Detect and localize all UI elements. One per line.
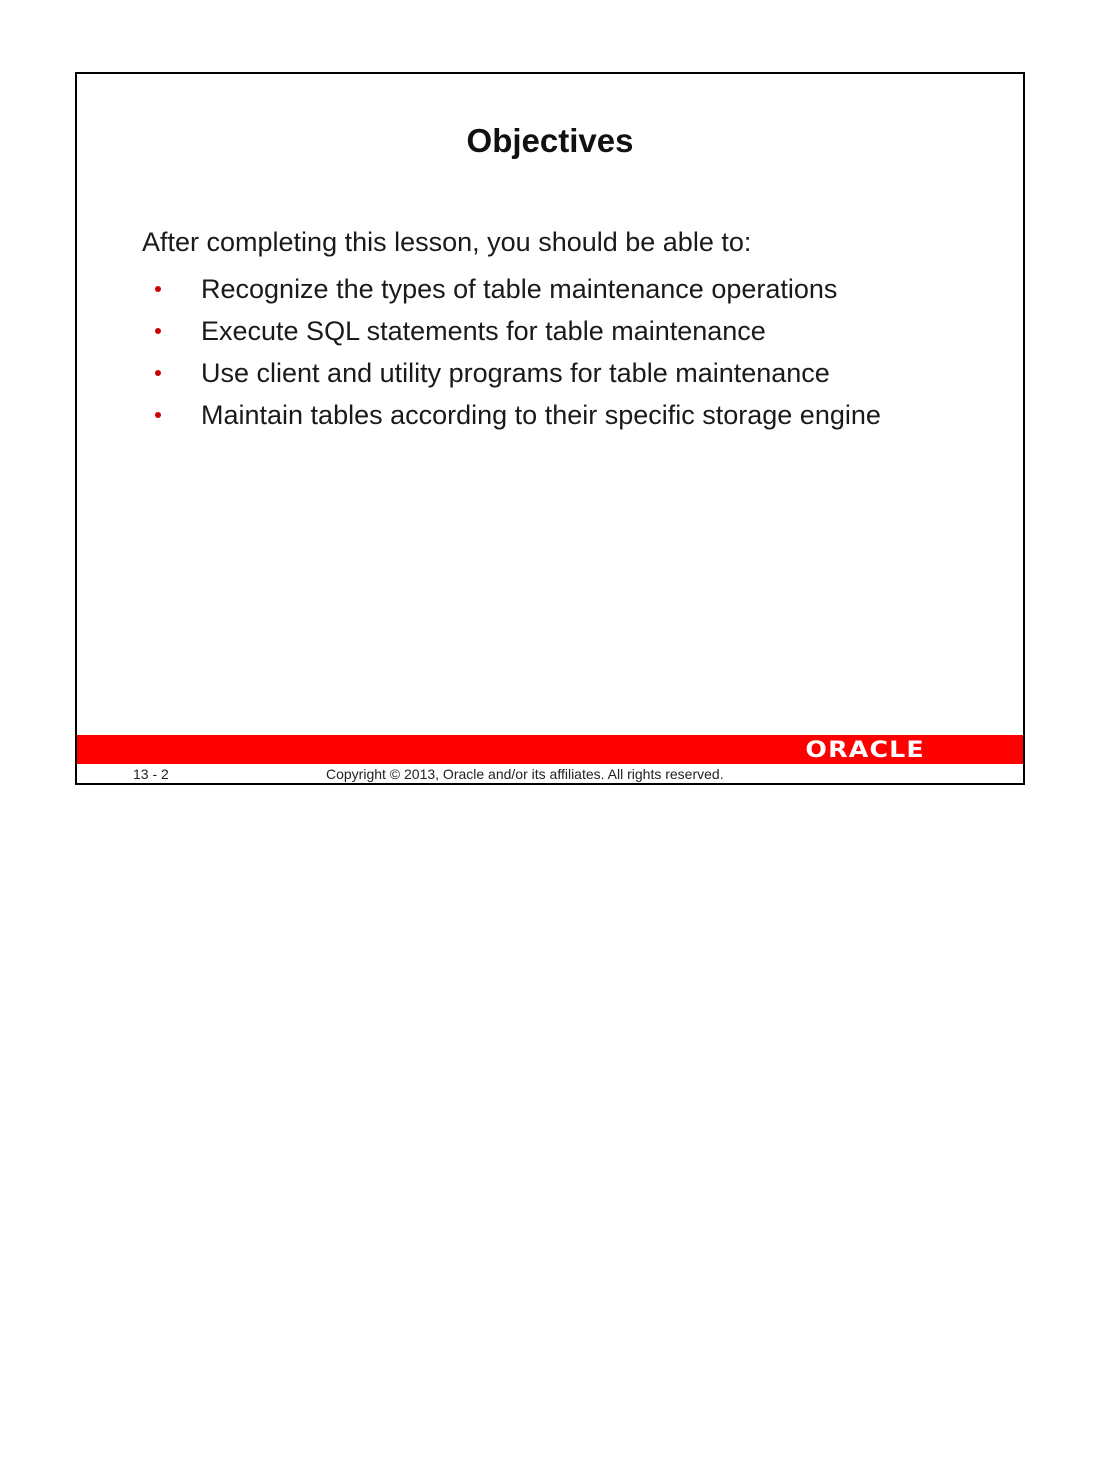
list-item-text: Recognize the types of table maintenance operations (201, 273, 838, 304)
bullet-icon (155, 370, 161, 376)
bullet-icon (155, 286, 161, 292)
slide-title: Objectives (466, 122, 634, 159)
objectives-list (142, 268, 881, 436)
page-number: 13 - 2 (133, 766, 169, 782)
list-item (142, 310, 881, 352)
footer-accent-bar (77, 735, 1023, 764)
slide (75, 72, 1025, 785)
list-item-text: Maintain tables according to their specific storage engine (201, 399, 881, 430)
slide-footer (77, 764, 1023, 785)
list-item (142, 394, 881, 436)
list-item (142, 352, 881, 394)
list-item-text: Use client and utility programs for table maintenance (201, 357, 830, 388)
list-item-text: Execute SQL statements for table maintenance (201, 315, 766, 346)
bullet-icon (155, 328, 161, 334)
intro-text: After completing this lesson, you should be able to: (142, 227, 752, 257)
bullet-icon (155, 412, 161, 418)
copyright-text: Copyright © 2013, Oracle and/or its affiliates. All rights reserved. (326, 766, 724, 782)
oracle-logo: ORACLE (805, 738, 925, 763)
list-item (142, 268, 881, 310)
